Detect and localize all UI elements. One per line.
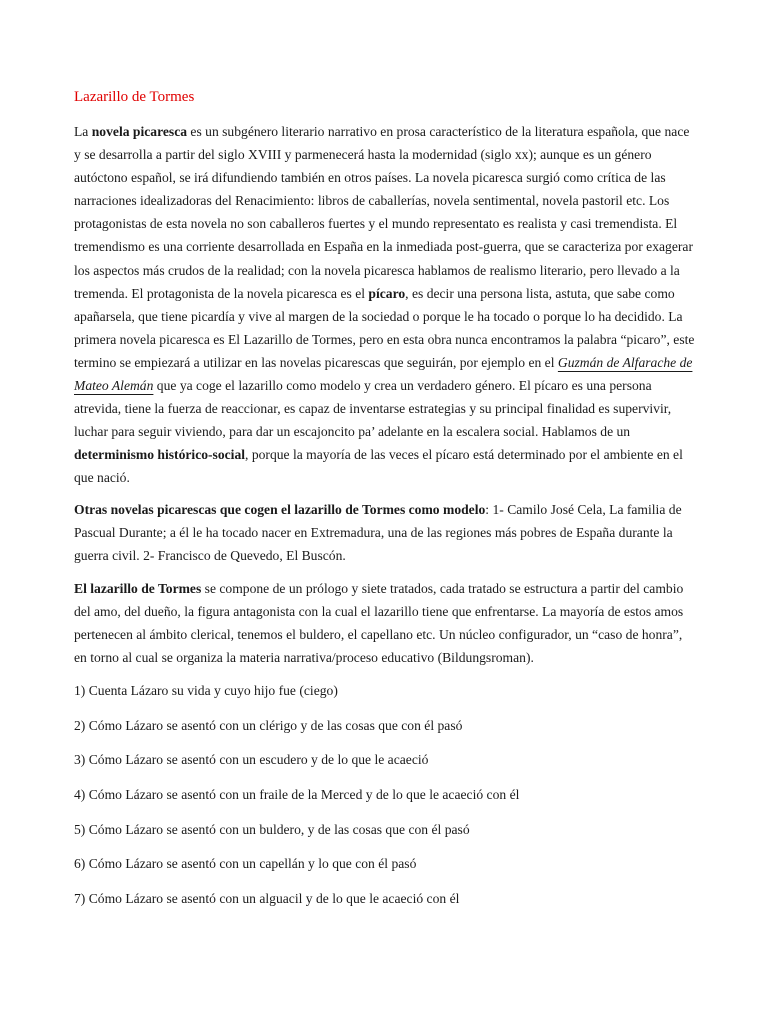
text-run: : 1- Camilo José Cela, La familia de Pascual Durante; a él le ha tocado nacer en Extremadura, una de las regiones más pobres de España durante la guerra civil. 2- Francisco de Quevedo, El Buscón. bbox=[74, 501, 682, 563]
text-run: que ya coge el lazarillo como modelo y crea un verdadero género. El pícaro es una persona atrevida, tiene la fuerza de reaccionar, es capaz de inventarse estrategias y su principal finalidad es supervivir, luchar para seguir viviendo, para dar un escajoncito pa’ adelante en la escalera social. Hablamos de un bbox=[74, 378, 672, 440]
italic-title: Guzmán de Alfarache de Mateo Alemán bbox=[74, 354, 693, 394]
text-run: , es decir una persona lista, astuta, que sabe como apañarsela, que tiene picardía y vive al margen de la sociedad o porque le ha tocado o porque lo ha decidido. La primera novela picaresca es El Lazarillo de Tormes, pero en esta obra nunca encontramos la palabra “picaro”, este termino se empiezará a utilizar en las novelas picarescas que seguirán, por ejemplo en el bbox=[74, 285, 695, 370]
bold-term: novela picaresca bbox=[91, 124, 188, 139]
document-page bbox=[74, 86, 698, 923]
list-item: 3) Cómo Lázaro se asentó con un escudero y de lo que le acaeció bbox=[74, 752, 429, 768]
structure-paragraph bbox=[74, 577, 698, 669]
list-item: 4) Cómo Lázaro se asentó con un fraile de la Merced y de lo que le acaeció con él bbox=[74, 786, 520, 802]
other-novels-paragraph bbox=[74, 498, 698, 567]
bold-term: Otras novelas picarescas que cogen el lazarillo de Tormes como modelo bbox=[74, 501, 486, 517]
bold-term: El lazarillo de Tormes bbox=[74, 580, 202, 596]
list-item: 7) Cómo Lázaro se asentó con un alguacil y de lo que le acaeció con él bbox=[74, 890, 460, 906]
page-title: Lazarillo de Tormes bbox=[74, 89, 195, 105]
list-item: 1) Cuenta Lázaro su vida y cuyo hijo fue (ciego) bbox=[74, 683, 338, 699]
text-run: se compone de un prólogo y siete tratados, cada tratado se estructura a partir del cambio del amo, del dueño, la figura antagonista con la cual el lazarillo tiene que enfrentarse. La mayoría de estos amos pertenecen al ámbito clerical, tenemos el buldero, el capellano etc. Un núcleo configurador, un “caso de honra”, en torno al cual se organiza la materia narrativa/proceso educativo (Bildungsroman). bbox=[74, 580, 684, 666]
list-item: 6) Cómo Lázaro se asentó con un capellán y lo que con él pasó bbox=[74, 856, 417, 872]
text-run: La bbox=[74, 124, 92, 139]
bold-term: pícaro bbox=[368, 285, 406, 301]
list-item: 2) Cómo Lázaro se asentó con un clérigo y de las cosas que con él pasó bbox=[74, 717, 463, 733]
bold-term: determinismo histórico-social bbox=[74, 447, 246, 463]
text-run: es un subgénero literario narrativo en prosa característico de la literatura española, que nace y se desarrolla a partir del siglo XVIII y parmenecerá hasta la modernidad (siglo xx); aunque es un género autóctono español, se irá difundiendo también en otros países. La novela picaresca surgió como crítica de las narraciones idealizadoras del Renacimiento: libros de caballerías, novela sentimental, novela pastoril etc. Los protagonistas de esta novela no son caballeros fuertes y el mundo representato es realista y casi tremendista. El tremendismo es una corriente desarrollada en España en la inmediada post-guerra, que se caracteriza por exagerar los aspectos más crudos de la realidad; con la novela picaresca hablamos de realismo literario, pero llevado a la tremenda. El protagonista de la novela picaresca es el bbox=[74, 124, 693, 301]
text-run: , porque la mayoría de las veces el pícaro está determinado por el ambiente en el que nació. bbox=[74, 447, 683, 486]
intro-paragraph bbox=[74, 120, 698, 490]
list-item: 5) Cómo Lázaro se asentó con un buldero, y de las cosas que con él pasó bbox=[74, 821, 470, 837]
